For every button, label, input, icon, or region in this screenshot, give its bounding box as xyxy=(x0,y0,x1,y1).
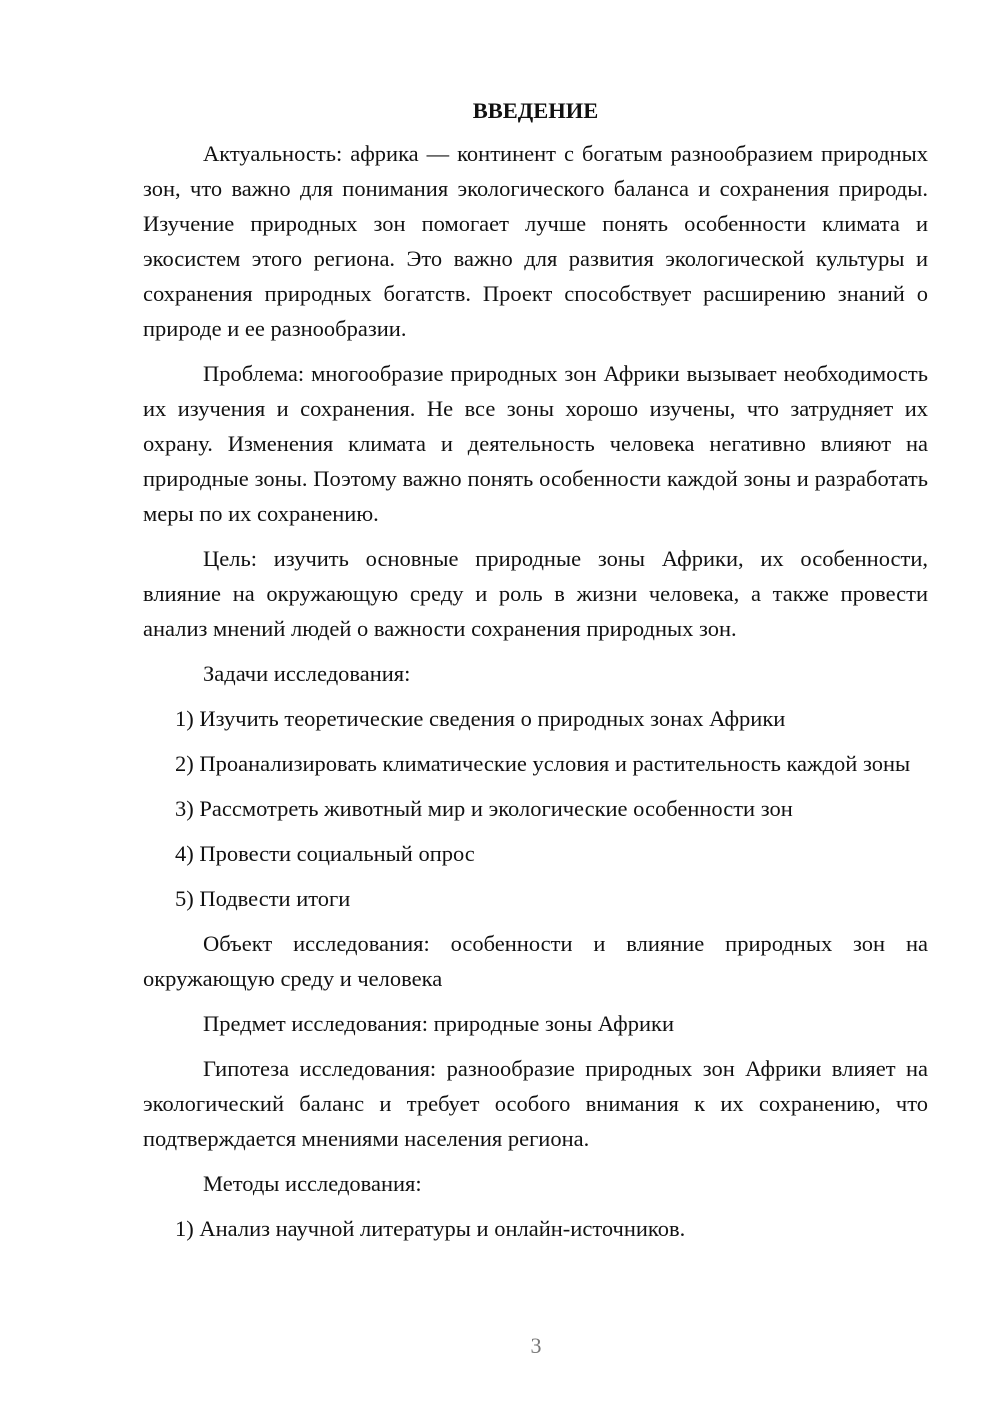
subject-paragraph: Предмет исследования: природные зоны Африки xyxy=(203,1011,674,1036)
hypothesis-paragraph: Гипотеза исследования: разнообразие природных зон Африки влияет на экологический баланс и требует особого внимания к их сохранению, что подтверждается мнениями населения региона. xyxy=(143,1056,928,1151)
task-item-5: 5) Подвести итоги xyxy=(175,886,351,911)
page-content xyxy=(143,96,928,1256)
object-paragraph: Объект исследования: особенности и влияние природных зон на окружающую среду и человека xyxy=(143,931,928,991)
task-item-4: 4) Провести социальный опрос xyxy=(175,841,475,866)
tasks-heading: Задачи исследования: xyxy=(203,661,411,686)
task-item-2: 2) Проанализировать климатические условия и растительность каждой зоны xyxy=(175,751,911,776)
method-item-1: 1) Анализ научной литературы и онлайн-источников. xyxy=(175,1216,686,1241)
section-title: ВВЕДЕНИЕ xyxy=(472,98,599,123)
task-item-1: 1) Изучить теоретические сведения о природных зонах Африки xyxy=(175,706,786,731)
relevance-paragraph: Актуальность: африка — континент с богатым разнообразием природных зон, что важно для понимания экологического баланса и сохранения природы. Изучение природных зон помогает лучше понять особенности климата и экосистем этого региона. Это важно для развития экологической культуры и сохранения природных богатств. Проект способствует расширению знаний о природе и ее разнообразии. xyxy=(143,141,928,341)
goal-paragraph: Цель: изучить основные природные зоны Африки, их особенности, влияние на окружающую среду и роль в жизни человека, а также провести анализ мнений людей о важности сохранения природных зон. xyxy=(143,546,928,641)
page-number: 3 xyxy=(530,1333,542,1358)
problem-paragraph: Проблема: многообразие природных зон Африки вызывает необходимость их изучения и сохранения. Не все зоны хорошо изучены, что затрудняет их охрану. Изменения климата и деятельность человека негативно влияют на природные зоны. Поэтому важно понять особенности каждой зоны и разработать меры по их сохранению. xyxy=(143,361,928,526)
methods-heading: Методы исследования: xyxy=(203,1171,422,1196)
task-item-3: 3) Рассмотреть животный мир и экологические особенности зон xyxy=(175,796,793,821)
